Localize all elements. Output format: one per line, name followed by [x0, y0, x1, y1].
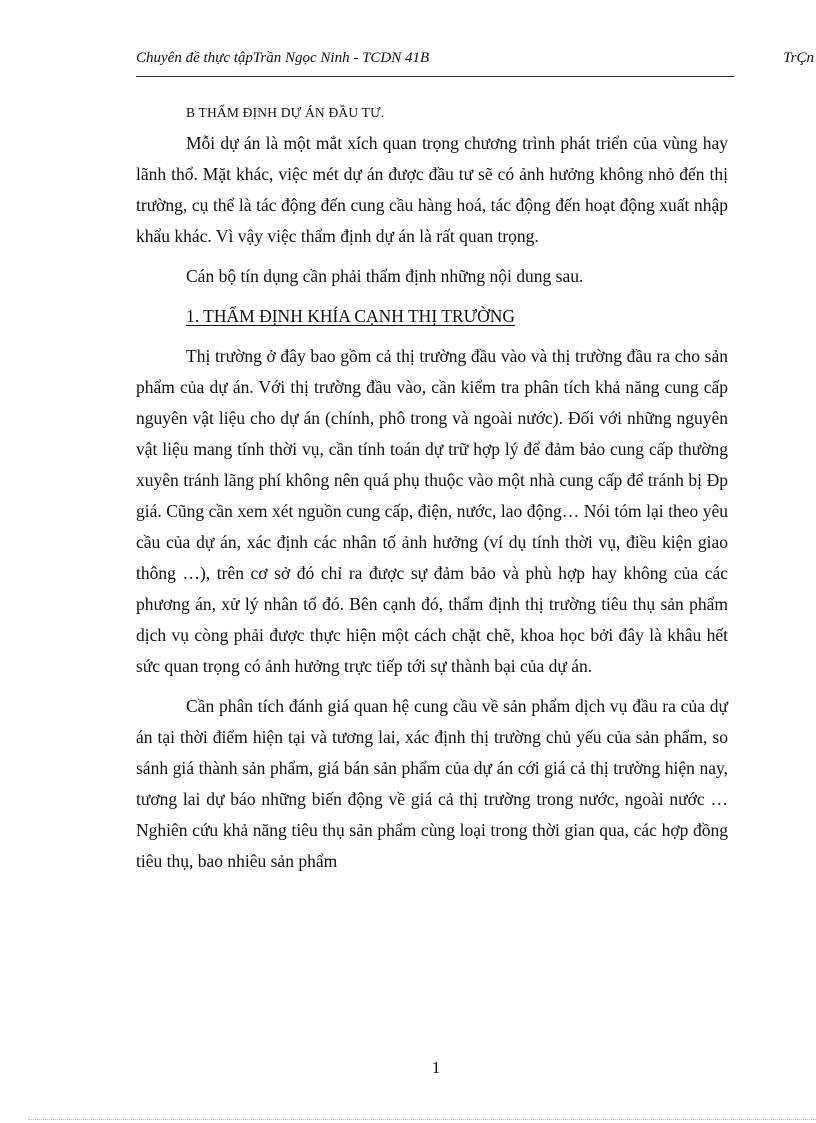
intro-paragraph: Mỗi dự án là một mắt xích quan trọng chương trình phát triển của vùng hay lãnh thổ. Mặt khác, việc mét dự án được đầu tư sẽ có ảnh hưởng không nhỏ đến thị trường, cụ thể là tác động đến cung cầu hàng hoá, tác động đến hoạt động xuất nhập khẩu khác. Vì vậy việc thẩm định dự án là rất quan trọng.: [136, 133, 728, 246]
header-author: TrÇn: [783, 50, 814, 66]
paragraph-gap: [136, 292, 728, 301]
header-title: Chuyên đề thực tậpTrần Ngọc Ninh - TCDN 41B: [136, 50, 430, 66]
footer-divider: [28, 1119, 816, 1120]
analysis-paragraph: Cần phân tích đánh giá quan hệ cung cầu về sản phẩm dịch vụ đầu ra của dự án tại thời điểm hiện tại và tương lai, xác định thị trường chủ yếu của sản phẩm, so sánh giá thành sản phẩm, giá bán sản phẩm của dự án cới giá cả thị trường hiện nay, tương lai dự báo những biến động về giá cả thị trường trong nước, ngoài nước … Nghiên cứu khả năng tiêu thụ sản phẩm cùng loại trong thời gian qua, các hợp đồng tiêu thụ, bao nhiêu sản phẩm: [136, 696, 728, 871]
page-number: 1: [431, 1058, 441, 1077]
paragraph-gap: [136, 332, 728, 341]
section-heading: B THẨM ĐỊNH DỰ ÁN ĐẦU TƯ.: [186, 105, 385, 120]
page-content: [136, 102, 728, 877]
paragraph-gap: [136, 682, 728, 691]
subsection-heading: 1. THẨM ĐỊNH KHÍA CẠNH THỊ TRƯỜNG: [186, 306, 516, 326]
content-list-paragraph: Cán bộ tín dụng cần phải thẩm định những nội dung sau.: [186, 266, 584, 286]
header-divider: [136, 76, 734, 77]
paragraph-gap: [136, 252, 728, 261]
page-header: [136, 50, 814, 76]
market-paragraph: Thị trường ở đây bao gồm cả thị trường đầu vào và thị trường đầu ra cho sản phẩm của dự án. Với thị trường đầu vào, cần kiểm tra phân tích khả năng cung cấp nguyên vật liệu cho dự án (chính, phô trong và ngoài nước). Đối với những nguyên vật liệu mang tính thời vụ, cần tính toán dự trữ hợp lý để đảm bảo cung cấp thường xuyên tránh lãng phí không nên quá phụ thuộc vào một nhà cung cấp để tránh bị Ðp giá. Cũng cần xem xét nguồn cung cấp, điện, nước, lao động… Nói tóm lại theo yêu cầu của dự án, xác định các nhân tố ảnh hưởng (ví dụ tính thời vụ, điều kiện giao thông …), trên cơ sở đó chỉ ra được sự đảm bảo và phù hợp hay không của các phương án, xử lý nhân tố đó. Bên cạnh đó, thẩm định thị trường tiêu thụ sản phẩm dịch vụ còng phải được thực hiện một cách chặt chẽ, khoa học bởi đây là khâu hết sức quan trọng có ảnh hưởng trực tiếp tới sự thành bại của dự án.: [136, 346, 728, 676]
